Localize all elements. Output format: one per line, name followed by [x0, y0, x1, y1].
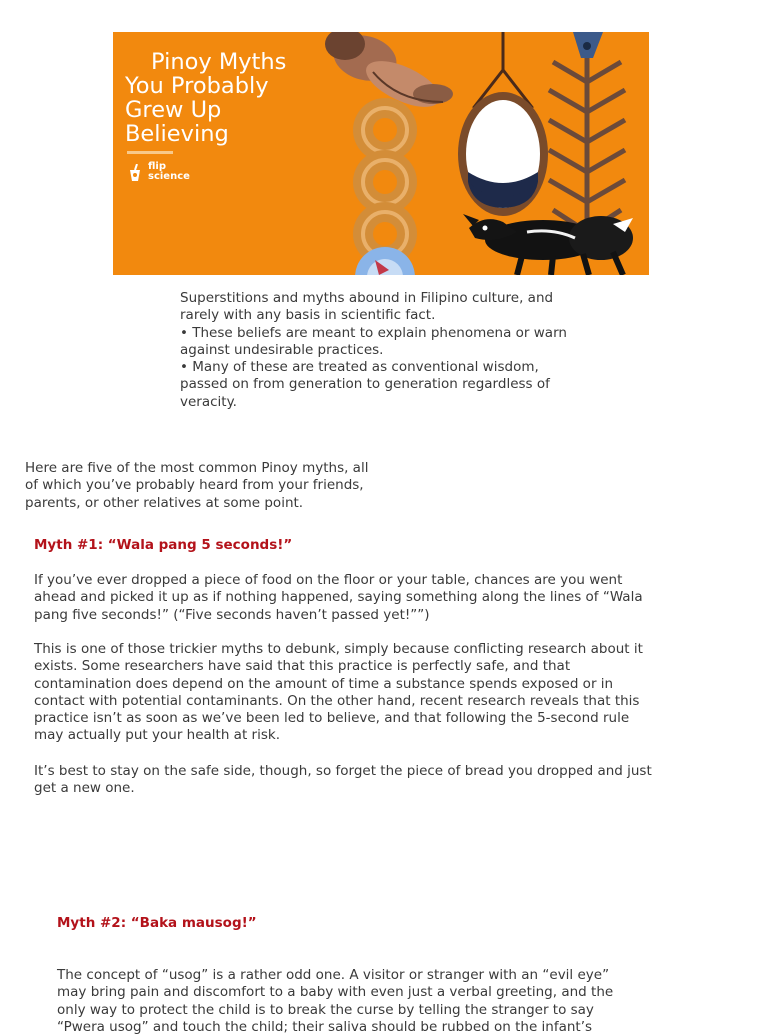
- title-underline: [127, 151, 173, 154]
- fish-skeleton-icon: [549, 52, 625, 242]
- text-line: rarely with any basis in scientific fact.: [180, 307, 436, 324]
- text-line: contact with potential contaminants. On the other hand, recent research reveals that this: [34, 692, 640, 709]
- myth-1-paragraph-1: [34, 572, 706, 624]
- myth-2-heading: Myth #2: “Baka mausog!”: [57, 915, 257, 931]
- text-line: ahead and picked it up as if nothing happened, saying something along the lines of “Wala: [34, 589, 643, 606]
- myth-1-paragraph-2: [34, 641, 706, 745]
- banner-title-line: Grew Up: [125, 97, 222, 123]
- text-line: exists. Some researchers have said that this practice is perfectly safe, and that: [34, 658, 571, 675]
- text-line: practice isn’t as soon as we’ve been led to believe, and that following the 5-second rule: [34, 710, 630, 727]
- text-line: “Pwera usog” and touch the child; their saliva should be rubbed on the infant’s: [57, 1018, 593, 1035]
- text-line: may actually put your health at risk.: [34, 727, 280, 744]
- donut-stack-icon: [353, 98, 417, 275]
- text-line: contamination does depend on the amount of time a substance spends exposed or in: [34, 675, 614, 692]
- fish-head-icon: [573, 32, 603, 58]
- text-line: get a new one.: [34, 780, 135, 797]
- banner-title: [125, 50, 286, 146]
- banner-title-line: Pinoy Myths: [151, 49, 287, 75]
- hanging-mirror-icon: [458, 32, 548, 216]
- text-line: pang five seconds!” (“Five seconds haven’t passed yet!””): [34, 606, 430, 623]
- text-line: Here are five of the most common Pinoy myths, all: [25, 460, 369, 476]
- text-line: parents, or other relatives at some point.: [25, 494, 304, 511]
- text-line: passed on from generation to generation regardless of: [180, 376, 550, 393]
- black-cat-icon: [463, 214, 633, 275]
- myth-2-paragraph-1: [57, 967, 667, 1036]
- text-line: It’s best to stay on the safe side, though, so forget the piece of bread you dropped and just: [34, 763, 652, 779]
- text-line: against undesirable practices.: [180, 341, 384, 358]
- bullet-line: • Many of these are treated as conventional wisdom,: [180, 359, 539, 376]
- text-line: If you’ve ever dropped a piece of food on the floor or your table, chances are you went: [34, 572, 623, 588]
- text-line: Superstitions and myths abound in Filipino culture, and: [180, 290, 554, 306]
- text-line: of which you’ve probably heard from your friends,: [25, 477, 364, 494]
- banner-title-line: You Probably: [125, 73, 269, 99]
- text-line: only way to protect the child is to break the curse by telling the stranger to say: [57, 1001, 594, 1018]
- text-line: veracity.: [180, 393, 237, 410]
- brand-name: flip science: [148, 161, 190, 182]
- myth-1-heading: Myth #1: “Wala pang 5 seconds!”: [34, 537, 293, 553]
- lead-paragraph: [25, 460, 405, 512]
- text-line: may bring pain and discomfort to a baby with even just a verbal greeting, and the: [57, 984, 614, 1001]
- intro-summary: [180, 290, 610, 411]
- hero-banner: [113, 32, 649, 275]
- text-line: The concept of “usog” is a rather odd one. A visitor or stranger with an “evil eye”: [57, 967, 610, 983]
- text-line: This is one of those trickier myths to debunk, simply because conflicting research about it: [34, 641, 643, 657]
- banner-title-line: Believing: [125, 121, 229, 147]
- myth-1-paragraph-3: [34, 763, 706, 798]
- bullet-line: • These beliefs are meant to explain phenomena or warn: [180, 324, 567, 341]
- paper-cup-logo-icon: [127, 164, 143, 182]
